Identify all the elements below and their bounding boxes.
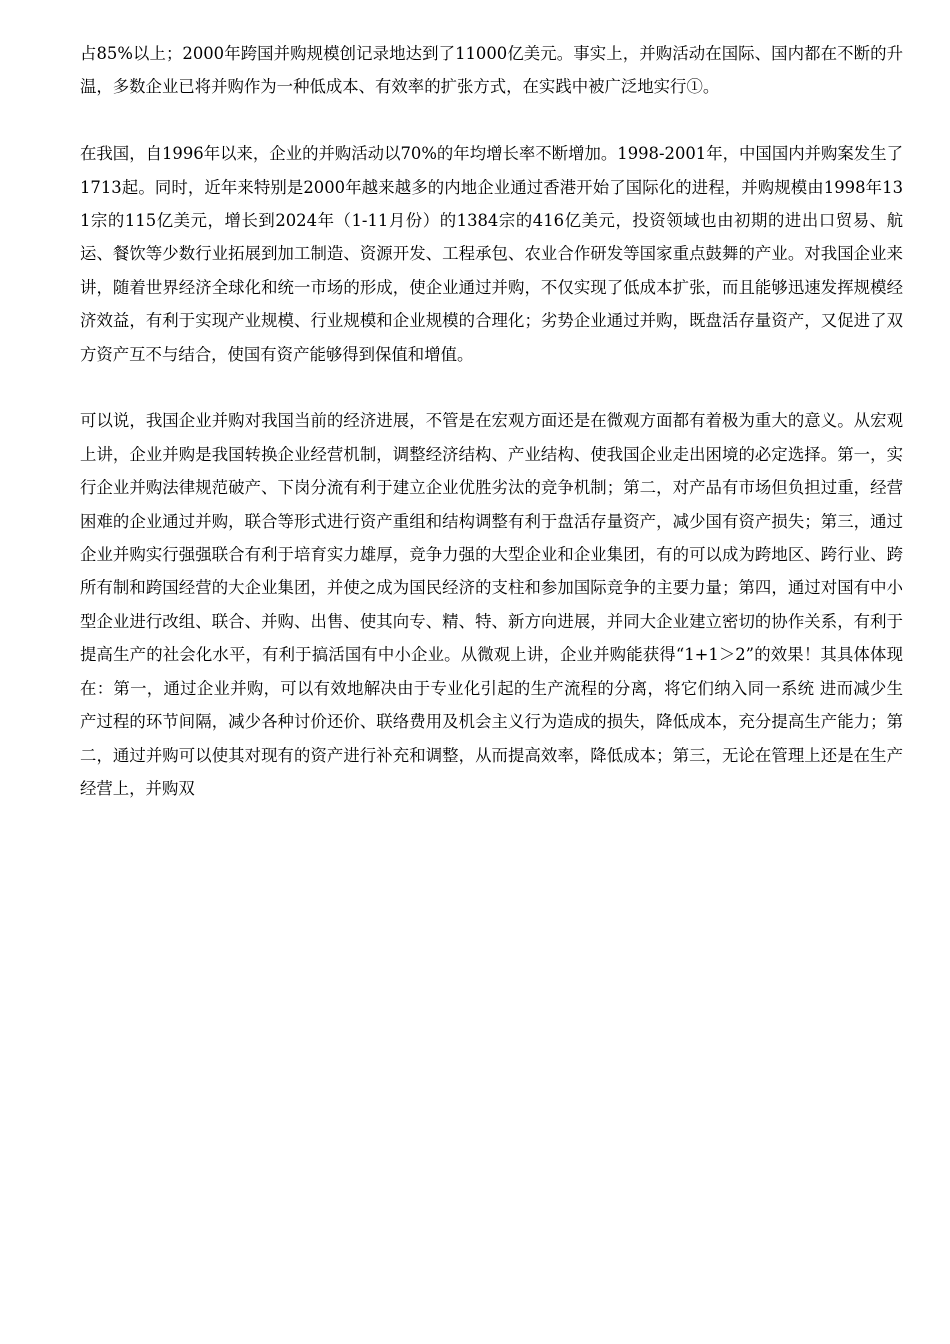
paragraph-2: 在我国，自1996年以来，企业的并购活动以70%的年均增长率不断增加。1998-2001年，中国国内并购案发生了1713起。同时，近年来特别是2000年越来越多的内地企业通过香港开始了国际化的进程，并购规模由1998年131宗的115亿美元，增长到2024年（1-11月份）的1384宗的416亿美元，投资领域也由初期的进出口贸易、航运、餐饮等少数行业拓展到加工制造、资源开发、工程承包、农业合作研发等国家重点鼓舞的产业。对我国企业来讲，随着世界经济全球化和统一市场的形成，使企业通过并购，不仅实现了低成本扩张，而且能够迅速发挥规模经济效益，有利于实现产业规模、行业规模和企业规模的合理化；劣势企业通过并购，既盘活存量资产，又促进了双方资产互不与结合，使国有资产能够得到保值和增值。 bbox=[80, 144, 903, 364]
paragraph-3: 可以说，我国企业并购对我国当前的经济进展，不管是在宏观方面还是在微观方面都有着极为重大的意义。从宏观上讲，企业并购是我国转换企业经营机制，调整经济结构、产业结构、使我国企业走出困境的必定选择。第一，实行企业并购法律规范破产、下岗分流有利于建立企业优胜劣汰的竞争机制；第二，对产品有市场但负担过重，经营困难的企业通过并购，联合等形式进行资产重组和结构调整有利于盘活存量资产，减少国有资产损失；第三，通过企业并购实行强强联合有利于培育实力雄厚，竞争力强的大型企业和企业集团，有的可以成为跨地区、跨行业、跨所有制和跨国经营的大企业集团，并使之成为国民经济的支柱和参加国际竞争的主要力量；第四，通过对国有中小型企业进行改组、联合、并购、出售、使其向专、精、特、新方向进展，并同大企业建立密切的协作关系，有利于提高生产的社会化水平，有利于搞活国有中小企业。从微观上讲，企业并购能获得“1+1＞2”的效果！其具体体现在：第一，通过企业并购，可以有效地解决由于专业化引起的生产流程的分离，将它们纳入同一系统 进而减少生产过程的环节间隔，减少各种讨价还价、联络费用及机会主义行为造成的损失，降低成本，充分提高生产能力；第二，通过并购可以使其对现有的资产进行补充和调整，从而提高效率，降低成本；第三，无论在管理上还是在生产经营上，并购双 bbox=[80, 411, 903, 798]
document-page bbox=[80, 37, 903, 805]
paragraph-1: 占85%以上；2000年跨国并购规模创记录地达到了11000亿美元。事实上，并购活动在国际、国内都在不断的升温，多数企业已将并购作为一种低成本、有效率的扩张方式，在实践中被广泛地实行①。 bbox=[80, 44, 903, 97]
